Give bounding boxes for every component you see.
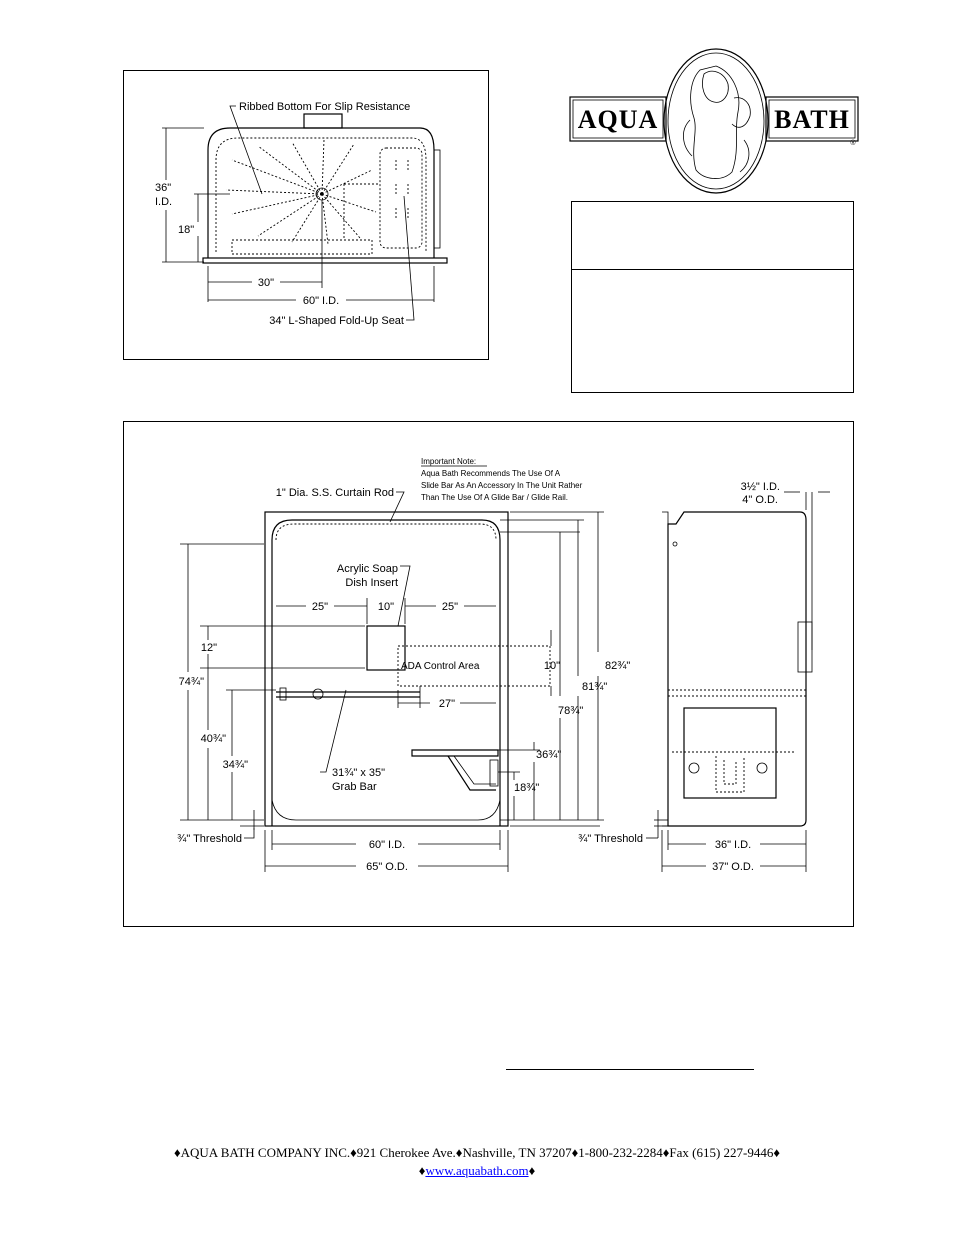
- logo-oval-inner: [668, 53, 764, 189]
- logo-aqua-text: AQUA: [577, 105, 659, 134]
- footer-diamond-right: ♦: [528, 1163, 536, 1178]
- top-dim-36-sub: I.D.: [155, 196, 173, 208]
- footer-link-line: [0, 1163, 954, 1179]
- side-view-drawing: [578, 481, 830, 873]
- dim-25-left: 25": [311, 601, 329, 613]
- top-fold-up-seat: [380, 148, 422, 248]
- side-dim-37-od: 37" O.D.: [712, 861, 754, 873]
- dim-10-ada: 10": [543, 660, 561, 672]
- grab-bar-label-1: 31¾" x 35": [332, 767, 386, 779]
- dim-10-soap: 10": [377, 601, 395, 613]
- top-dim-36: 36": [155, 182, 172, 194]
- top-side-panel: [434, 150, 440, 248]
- dim-60-id: 60" I.D.: [368, 839, 406, 851]
- top-seat-edge: [232, 240, 372, 254]
- aqua-bath-logo: [570, 49, 858, 193]
- top-drain-housing: [304, 114, 342, 128]
- logo-urn-icon: [732, 98, 750, 128]
- note-line-1: Aqua Bath Recommends The Use Of A: [421, 469, 561, 478]
- soap-label-2: Dish Insert: [345, 577, 398, 589]
- side-unit-outline: [668, 512, 806, 826]
- top-view-drawing: [155, 101, 447, 327]
- dim-12: 12": [200, 642, 217, 654]
- dim-25-right: 25": [441, 601, 459, 613]
- side-dim-id: 3½" I.D.: [740, 481, 780, 493]
- footer-diamond-left: ♦: [418, 1163, 426, 1178]
- curtain-rod: [276, 524, 496, 540]
- seat-label: 34" L-Shaped Fold-Up Seat: [269, 315, 404, 327]
- side-valve-box: [798, 622, 812, 672]
- website-link[interactable]: www.aquabath.com: [425, 1163, 529, 1178]
- logo-face-icon: [702, 71, 728, 102]
- threshold-left: ¾" Threshold: [177, 833, 242, 845]
- dim-65-od: 65" O.D.: [366, 861, 408, 873]
- grab-bar-label-2: Grab Bar: [332, 781, 377, 793]
- dim-40: 40¾": [200, 733, 226, 745]
- ribbed-bottom-label: Ribbed Bottom For Slip Resistance: [239, 101, 411, 113]
- dim-27: 27": [438, 698, 456, 710]
- dim-81: 81¾": [582, 681, 608, 693]
- side-mount-left-icon: [689, 763, 699, 773]
- side-seat-panel: [684, 708, 776, 798]
- logo-registered-mark: ®: [850, 140, 856, 147]
- dim-18-seat: 18¾": [514, 782, 540, 794]
- dim-36-seat: 36¾": [536, 749, 562, 761]
- threshold-right: ¾" Threshold: [578, 833, 643, 845]
- front-fold-up-seat: [412, 750, 498, 756]
- footer-company-line: ♦AQUA BATH COMPANY INC.♦921 Cherokee Ave.♦Nashville, TN 37207♦1-800-232-2284♦Fax (615) 227-9446♦: [174, 1145, 780, 1160]
- dim-82: 82¾": [605, 660, 631, 672]
- top-dim-18: 18": [178, 224, 195, 236]
- note-title: Important Note:: [421, 457, 477, 466]
- front-view-drawing: [177, 457, 830, 873]
- curtain-rod-label: 1" Dia. S.S. Curtain Rod: [275, 487, 394, 499]
- dim-34: 34¾": [222, 759, 248, 771]
- side-dim-od: 4" O.D.: [742, 494, 778, 506]
- top-dim-60: 60" I.D.: [302, 295, 340, 307]
- ribbed-bottom-pattern: [226, 140, 376, 244]
- logo-oval: [664, 49, 768, 193]
- note-line-2: Slide Bar As An Accessory In The Unit Rather: [421, 481, 583, 490]
- soap-label-1: Acrylic Soap: [336, 563, 398, 575]
- logo-figure-icon: [691, 66, 739, 179]
- soap-dish-insert: [367, 626, 405, 670]
- top-unit-flange: [203, 258, 447, 263]
- dim-74: 74¾": [178, 676, 204, 688]
- dim-78: 78¾": [558, 705, 584, 717]
- top-dim-30: 30": [257, 277, 275, 289]
- side-vent-icon: [673, 542, 677, 546]
- ada-label: ADA Control Area: [401, 661, 480, 672]
- side-dim-36-id: 36" I.D.: [714, 839, 752, 851]
- logo-bath-text: BATH: [774, 105, 850, 134]
- side-mount-right-icon: [757, 763, 767, 773]
- note-line-3: Than The Use Of A Glide Bar / Glide Rail.: [421, 493, 569, 502]
